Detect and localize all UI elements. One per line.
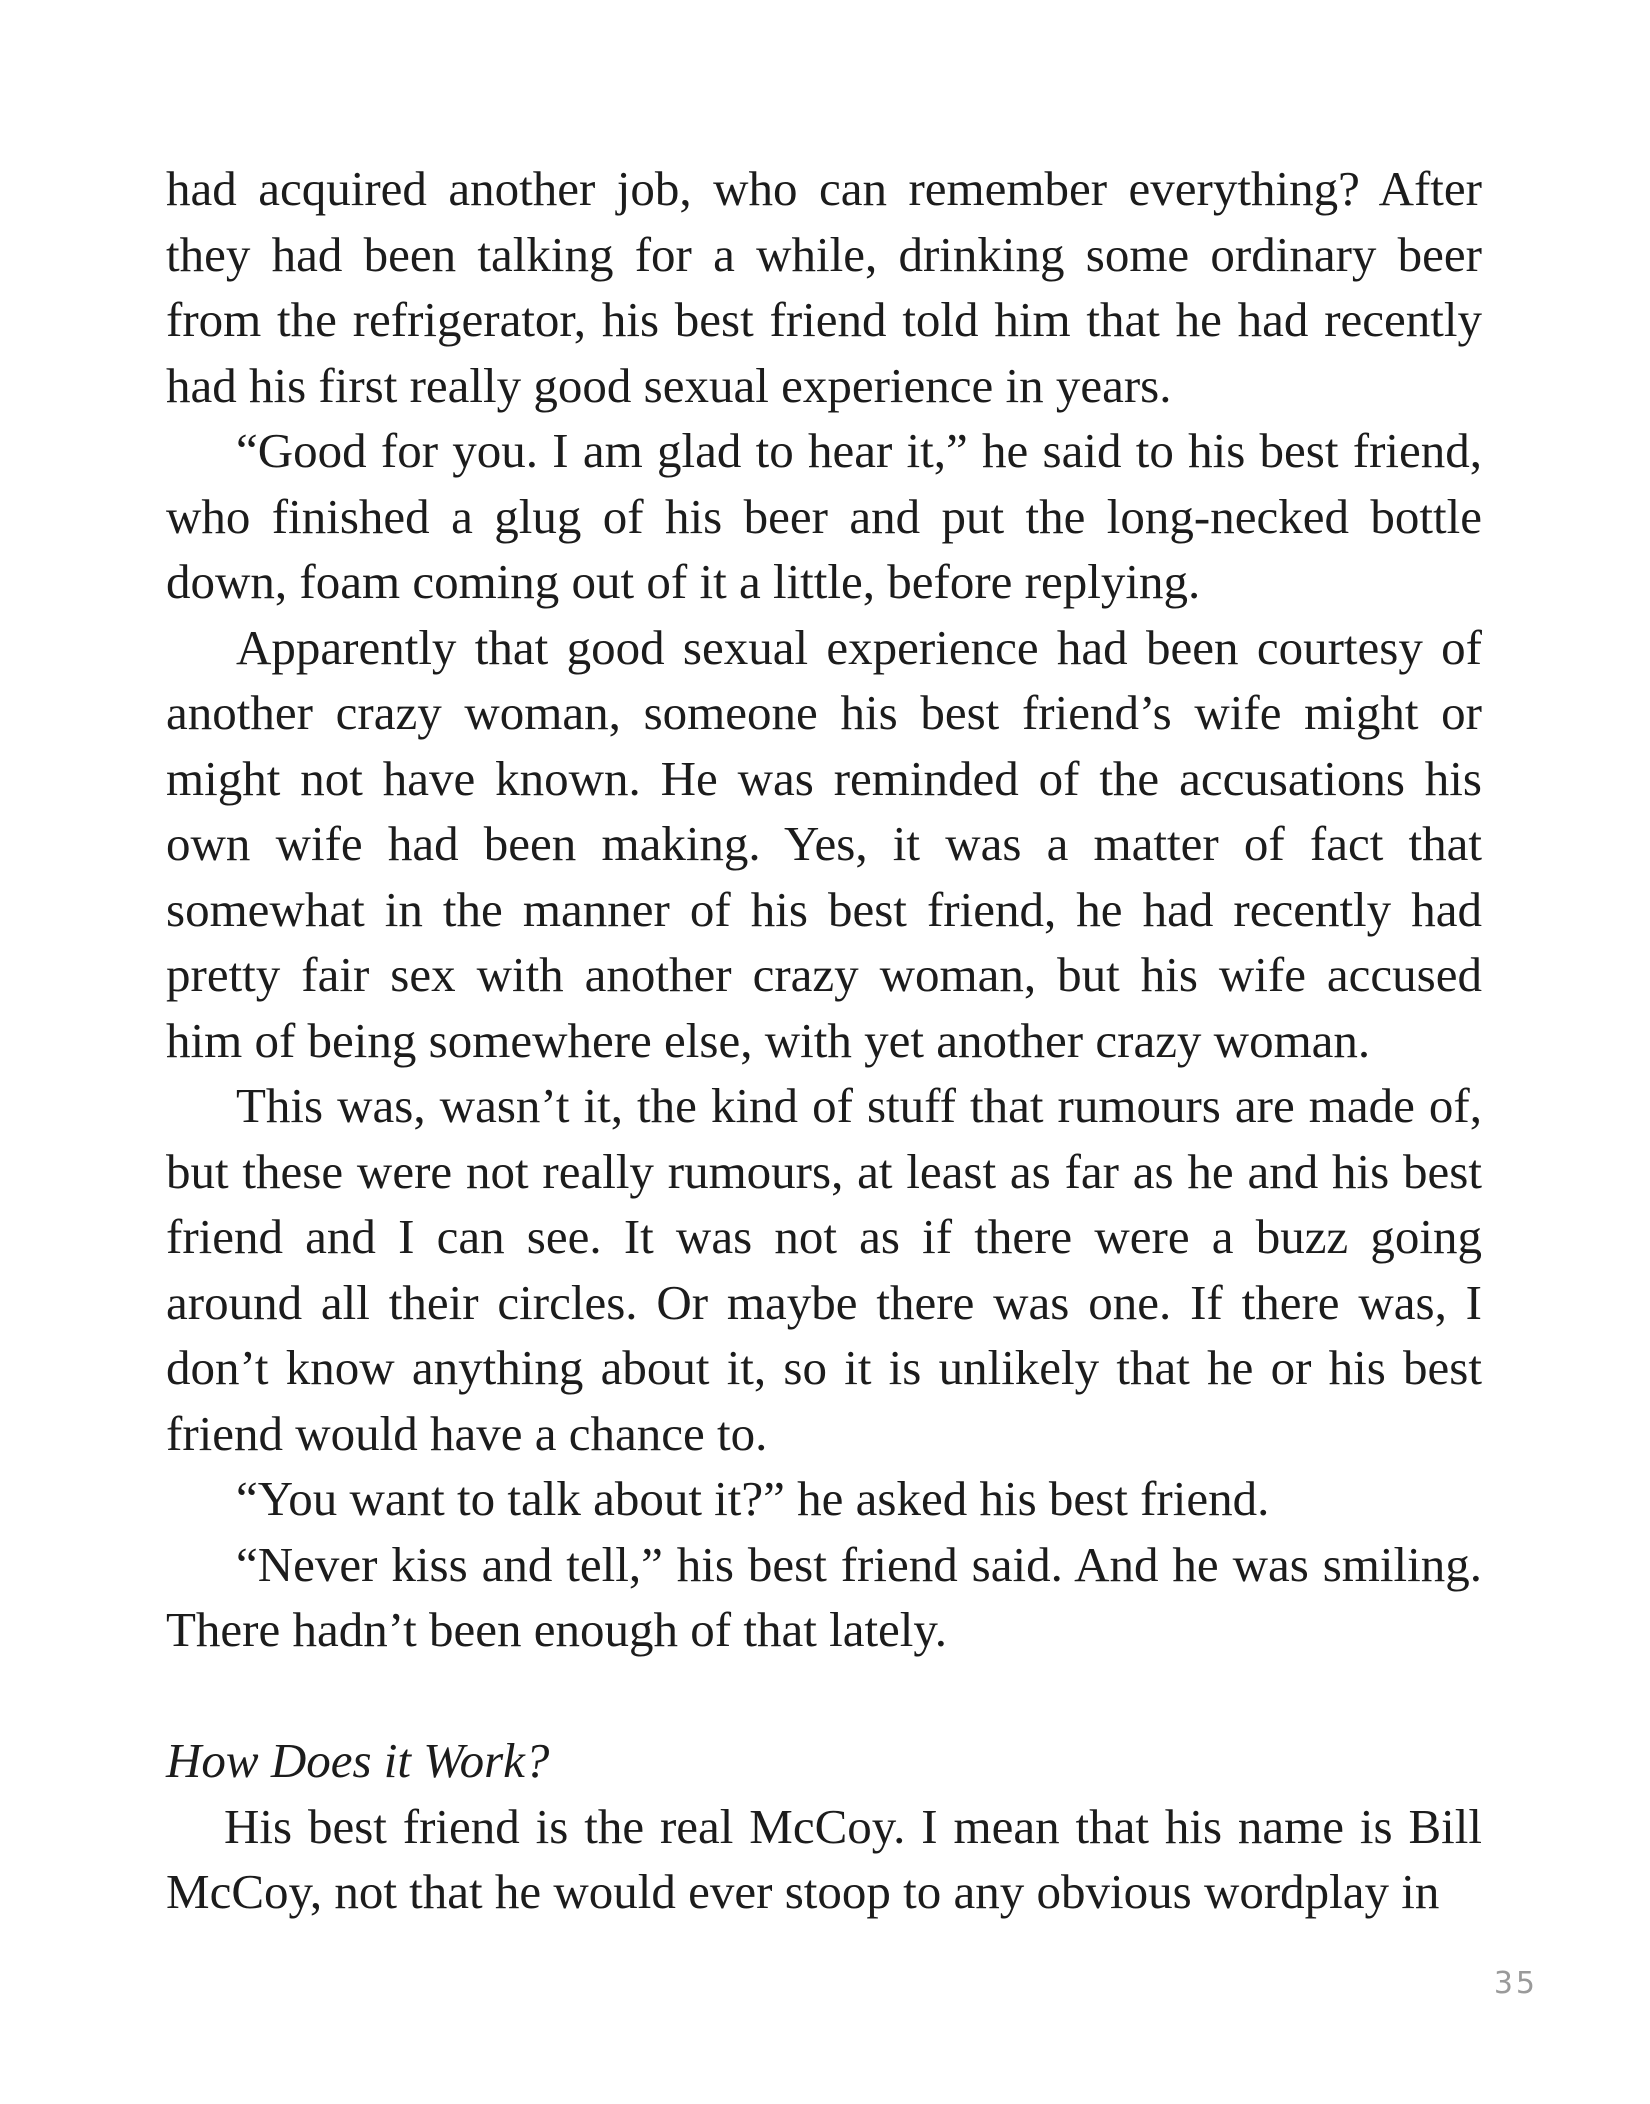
section-gap (166, 1663, 1482, 1729)
paragraph: had acquired another job, who can remember everything? After they had been talking for a while, drinking some ordinary beer from the refrigerator, his best friend told him that he had recently had his first really good sexual experience in years. (166, 161, 1482, 413)
page-number: 35 (1493, 1966, 1538, 2001)
body-text (166, 156, 1482, 1925)
paragraph: “Never kiss and tell,” his best friend said. And he was smiling. There hadn’t been enough of that lately. (166, 1536, 1482, 1657)
section-heading: How Does it Work? (166, 1733, 550, 1788)
paragraph: “You want to talk about it?” he asked his best friend. (236, 1471, 1270, 1526)
paragraph: His best friend is the real McCoy. I mean that his name is Bill McCoy, not that he would ever stoop to any obvious wordplay in (166, 1798, 1482, 1919)
paragraph: This was, wasn’t it, the kind of stuff that rumours are made of, but these were not really rumours, at least as far as he and his best friend and I can see. It was not as if there were a buzz going around all their circles. Or maybe there was one. If there was, I don’t know anything about it, so it is unlikely that he or his best friend would have a chance to. (166, 1078, 1482, 1461)
paragraph: Apparently that good sexual experience had been courtesy of another crazy woman, someone his best friend’s wife might or might not have known. He was reminded of the accusations his own wife had been making. Yes, it was a matter of fact that somewhat in the manner of his best friend, he had recently had pretty fair sex with another crazy woman, but his wife accused him of being somewhere else, with yet another crazy woman. (166, 619, 1482, 1068)
paragraph: “Good for you. I am glad to hear it,” he said to his best friend, who finished a glug of his beer and put the long-necked bottle down, foam coming out of it a little, before replying. (166, 423, 1482, 609)
